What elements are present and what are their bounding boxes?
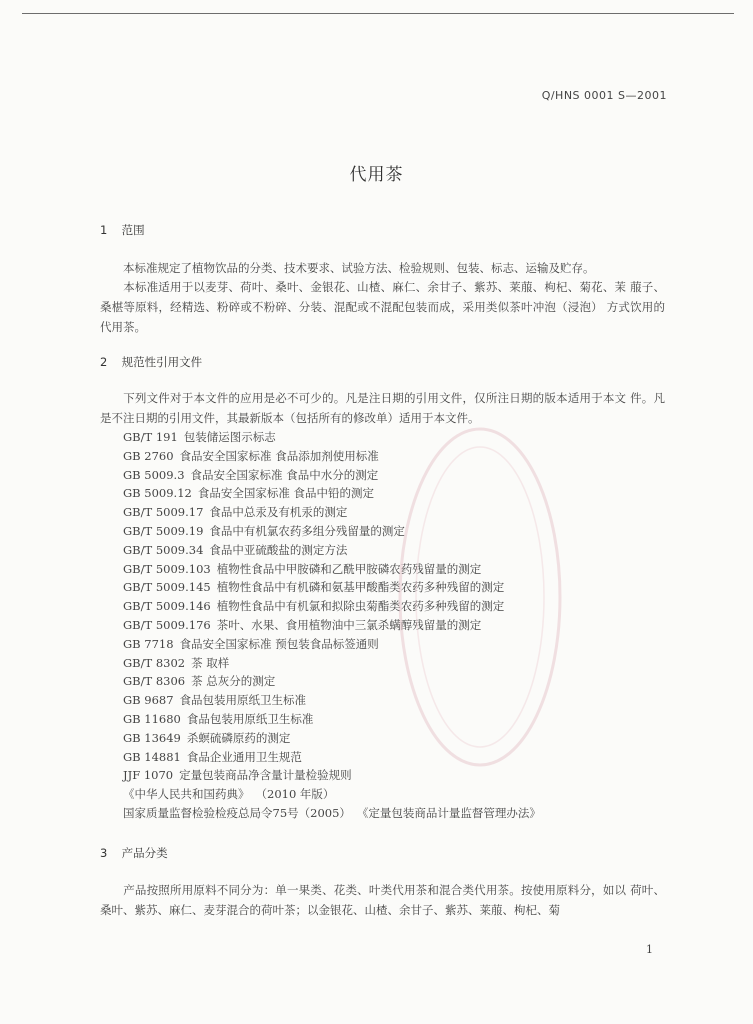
reference-item [123, 503, 541, 522]
reference-title: 食品安全国家标准 食品中铅的测定 [197, 486, 375, 501]
reference-item [123, 691, 541, 710]
reference-title: 茶叶、水果、食用植物油中三氯杀螨醇残留量的测定 [216, 617, 482, 632]
reference-code: GB/T 8306 [123, 674, 186, 689]
section-heading-scope [100, 222, 145, 238]
reference-code: GB 7718 [123, 636, 174, 651]
reference-code: GB/T 191 [123, 430, 178, 444]
top-rule [22, 13, 734, 14]
reference-title: 植物性食品中有机氯和拟除虫菊酯类农药多种残留的测定 [216, 599, 505, 614]
reference-item [123, 785, 541, 804]
reference-code: GB 2760 [123, 448, 174, 463]
reference-item [123, 635, 541, 654]
reference-code: GB/T 5009.19 [123, 523, 204, 538]
reference-code: GB/T 5009.145 [123, 580, 211, 595]
reference-item [123, 766, 541, 785]
reference-code: GB 14881 [123, 749, 181, 764]
standard-code: Q/HNS 0001 S—2001 [541, 89, 667, 102]
reference-item [123, 578, 541, 597]
reference-title: 茶 取样 [191, 655, 230, 670]
reference-item [123, 672, 541, 691]
section-title: 范围 [121, 223, 145, 237]
reference-item [123, 484, 541, 503]
section-title: 产品分类 [121, 846, 168, 860]
reference-list [123, 428, 541, 823]
reference-code: JJF 1070 [123, 768, 174, 783]
references-intro-paragraph: 下列文件对于本文件的应用是必不可少的。凡是注日期的引用文件，仅所注日期的版本适用于本文 件。凡是不注日期的引用文件，其最新版本（包括所有的修改单）适用于本文件。 [100, 391, 665, 425]
section-heading-product-classification [100, 845, 168, 861]
reference-code: GB/T 8302 [123, 655, 186, 670]
reference-item [123, 560, 541, 579]
reference-title: 茶 总灰分的测定 [191, 674, 276, 689]
reference-title: 定量包装商品净含量计量检验规则 [179, 768, 352, 783]
reference-title: 食品安全国家标准 预包装食品标签通则 [179, 636, 379, 651]
reference-title: （2010 年版） [255, 787, 335, 802]
document-title: 代用茶 [349, 165, 404, 185]
reference-title: 《定量包装商品计量监督管理办法》 [356, 805, 541, 820]
reference-title: 包装储运图示标志 [183, 430, 276, 444]
reference-code: GB 5009.3 [123, 467, 185, 482]
reference-code: GB/T 5009.17 [123, 505, 204, 520]
reference-title: 食品安全国家标准 食品添加剂使用标准 [179, 448, 379, 463]
reference-code: GB/T 5009.34 [123, 542, 204, 557]
reference-item [123, 729, 541, 748]
reference-item [123, 466, 541, 485]
reference-title: 食品包装用原纸卫生标准 [186, 711, 314, 726]
reference-code: GB 5009.12 [123, 486, 192, 501]
reference-item [123, 428, 541, 447]
page-number: 1 [646, 943, 653, 956]
reference-title: 植物性食品中甲胺磷和乙酰甲胺磷农药残留量的测定 [216, 561, 482, 576]
reference-item [123, 616, 541, 635]
scope-paragraph-1: 本标准规定了植物饮品的分类、技术要求、试验方法、检验规则、包装、标志、运输及贮存。 [123, 261, 595, 275]
reference-item [123, 541, 541, 560]
reference-item [123, 522, 541, 541]
reference-code: 《中华人民共和国药典》 [123, 787, 250, 802]
reference-code: GB/T 5009.103 [123, 561, 211, 576]
reference-title: 食品中亚硫酸盐的测定方法 [209, 542, 348, 557]
reference-title: 食品企业通用卫生规范 [186, 749, 302, 764]
reference-code: 国家质量监督检验检疫总局令75号（2005） [123, 805, 351, 820]
reference-code: GB/T 5009.146 [123, 599, 211, 614]
section-heading-normative-references [100, 354, 202, 370]
reference-item [123, 447, 541, 466]
reference-item [123, 804, 541, 823]
reference-title: 食品安全国家标准 食品中水分的测定 [190, 467, 379, 482]
reference-code: GB 9687 [123, 693, 174, 708]
reference-title: 食品中总汞及有机汞的测定 [209, 505, 348, 520]
reference-title: 杀螟硫磷原药的测定 [186, 730, 291, 745]
reference-item [123, 710, 541, 729]
reference-title: 食品包装用原纸卫生标准 [179, 693, 307, 708]
reference-title: 食品中有机氯农药多组分残留量的测定 [209, 523, 405, 538]
reference-code: GB 11680 [123, 711, 181, 726]
section-number: 1 [100, 223, 108, 237]
reference-item [123, 597, 541, 616]
reference-title: 植物性食品中有机磷和氨基甲酸酯类农药多种残留的测定 [216, 580, 505, 595]
section-number: 3 [100, 846, 108, 860]
reference-code: GB 13649 [123, 730, 181, 745]
classification-paragraph: 产品按照所用原料不同分为：单一果类、花类、叶类代用茶和混合类代用茶。按使用原料分，如以 荷叶、桑叶、紫苏、麻仁、麦芽混合的荷叶茶；以金银花、山楂、余甘子、紫苏、莱菔、枸杞、菊 [100, 883, 665, 917]
section-title: 规范性引用文件 [121, 355, 203, 369]
reference-item [123, 654, 541, 673]
scope-paragraph-2: 本标准适用于以麦芽、荷叶、桑叶、金银花、山楂、麻仁、余甘子、紫苏、莱菔、枸杞、菊花、茉 菔子、桑椹等原料，经精选、粉碎或不粉碎、分装、混配或不混配包装而成，采用类似茶叶冲泡（浸泡） 方式饮用的代用茶。 [100, 280, 665, 334]
reference-code: GB/T 5009.176 [123, 617, 211, 632]
reference-item [123, 748, 541, 767]
section-number: 2 [100, 355, 108, 369]
